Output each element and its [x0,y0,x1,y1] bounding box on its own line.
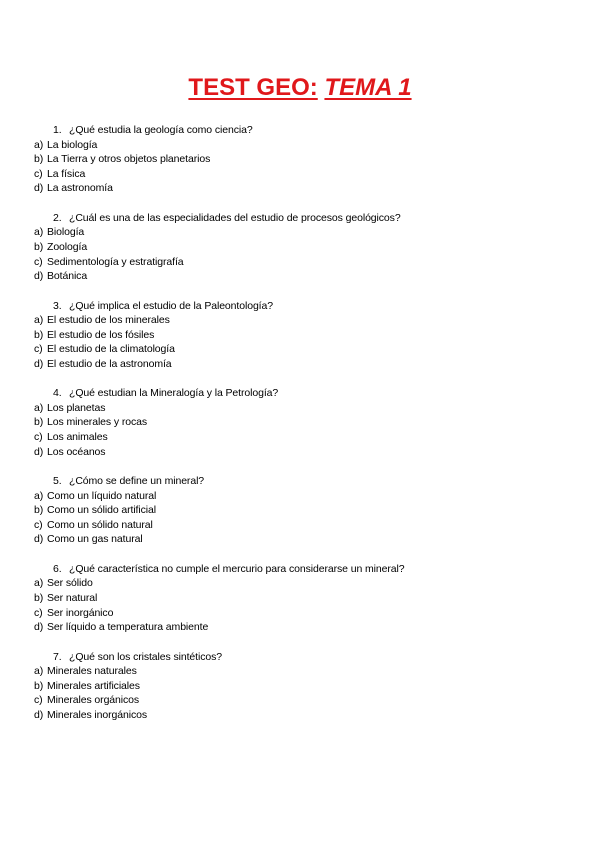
answer-option [34,401,584,416]
option-letter: a) [34,314,44,327]
question-block [34,123,584,196]
option-letter: b) [34,592,44,605]
answer-option [34,269,584,284]
question-line [34,123,584,138]
answer-option [34,576,584,591]
question-text: ¿Qué característica no cumple el mercurio para considerarse un mineral? [69,562,405,575]
option-letter: a) [34,489,44,502]
option-text: Minerales artificiales [47,679,140,692]
answer-option [34,138,584,153]
option-letter: b) [34,153,44,166]
question-block [34,211,584,284]
option-letter: d) [34,270,44,283]
option-text: El estudio de los minerales [47,314,170,327]
option-text: Zoología [47,240,88,253]
option-text: El estudio de la astronomía [47,357,172,370]
option-letter: d) [34,357,44,370]
question-number: 4. [53,387,62,400]
question-list [34,123,584,737]
question-text: ¿Qué estudian la Mineralogía y la Petrología? [69,387,279,400]
question-block [34,562,584,635]
answer-option [34,532,584,547]
option-letter: d) [34,533,44,546]
question-number: 3. [53,299,62,312]
option-letter: c) [34,431,43,444]
option-letter: b) [34,328,44,341]
option-text: Los animales [47,431,108,444]
option-text: Ser inorgánico [47,606,114,619]
option-letter: b) [34,504,44,517]
answer-option [34,357,584,372]
option-letter: c) [34,167,43,180]
answer-option [34,328,584,343]
question-text: ¿Cuál es una de las especialidades del estudio de procesos geológicos? [69,211,401,224]
answer-option [34,679,584,694]
option-text: Los planetas [47,401,106,414]
option-text: Como un gas natural [47,533,143,546]
question-text: ¿Qué son los cristales sintéticos? [69,650,222,663]
option-text: Minerales naturales [47,665,137,678]
option-letter: d) [34,445,44,458]
option-text: La biología [47,138,98,151]
option-letter: c) [34,606,43,619]
answer-option [34,430,584,445]
answer-option [34,503,584,518]
option-letter: a) [34,577,44,590]
option-text: La Tierra y otros objetos planetarios [47,153,211,166]
option-text: Ser líquido a temperatura ambiente [47,621,209,634]
option-letter: d) [34,621,44,634]
question-line [34,386,584,401]
option-letter: c) [34,255,43,268]
question-text: ¿Qué implica el estudio de la Paleontología? [69,299,273,312]
option-text: El estudio de los fósiles [47,328,155,341]
page-title [0,74,600,102]
option-text: Ser natural [47,592,98,605]
option-text: La física [47,167,86,180]
answer-option [34,693,584,708]
answer-option [34,342,584,357]
option-letter: b) [34,416,44,429]
answer-option [34,152,584,167]
question-text: ¿Qué estudia la geología como ciencia? [69,124,253,136]
question-line [34,299,584,314]
option-letter: c) [34,518,43,531]
answer-option [34,620,584,635]
title-main: TEST GEO: [188,74,318,101]
option-letter: c) [34,694,43,707]
answer-option [34,181,584,196]
option-text: Minerales orgánicos [47,694,140,707]
option-text: Como un sólido artificial [47,504,156,517]
question-block [34,386,584,459]
question-number: 2. [53,211,62,224]
answer-option [34,255,584,270]
answer-option [34,591,584,606]
question-number: 7. [53,650,62,663]
answer-option [34,518,584,533]
question-line [34,474,584,489]
option-letter: a) [34,138,44,151]
option-letter: d) [34,182,44,195]
question-number: 6. [53,562,62,575]
answer-option [34,708,584,723]
question-text: ¿Cómo se define un mineral? [69,475,205,488]
option-text: Los minerales y rocas [47,416,148,429]
option-letter: c) [34,343,43,356]
answer-option [34,664,584,679]
question-number: 5. [53,475,62,488]
option-text: Sedimentología y estratigrafía [47,255,184,268]
option-letter: b) [34,240,44,253]
answer-option [34,489,584,504]
question-block [34,299,584,372]
option-text: Minerales inorgánicos [47,708,148,721]
answer-option [34,445,584,460]
answer-option [34,167,584,182]
answer-option [34,606,584,621]
answer-option [34,240,584,255]
question-line [34,650,584,665]
question-block [34,474,584,547]
option-letter: b) [34,679,44,692]
title-emphasis: TEMA 1 [324,74,412,101]
option-text: El estudio de la climatología [47,343,175,356]
question-line [34,562,584,577]
option-letter: a) [34,401,44,414]
answer-option [34,225,584,240]
question-line [34,211,584,226]
option-letter: a) [34,665,44,678]
answer-option [34,415,584,430]
option-letter: d) [34,708,44,721]
option-text: Botánica [47,270,88,283]
option-text: La astronomía [47,182,113,195]
option-text: Como un líquido natural [47,489,157,502]
option-letter: a) [34,226,44,239]
option-text: Como un sólido natural [47,518,153,531]
answer-option [34,313,584,328]
option-text: Biología [47,226,85,239]
question-number: 1. [53,124,62,136]
option-text: Ser sólido [47,577,93,590]
question-block [34,650,584,723]
option-text: Los océanos [47,445,106,458]
